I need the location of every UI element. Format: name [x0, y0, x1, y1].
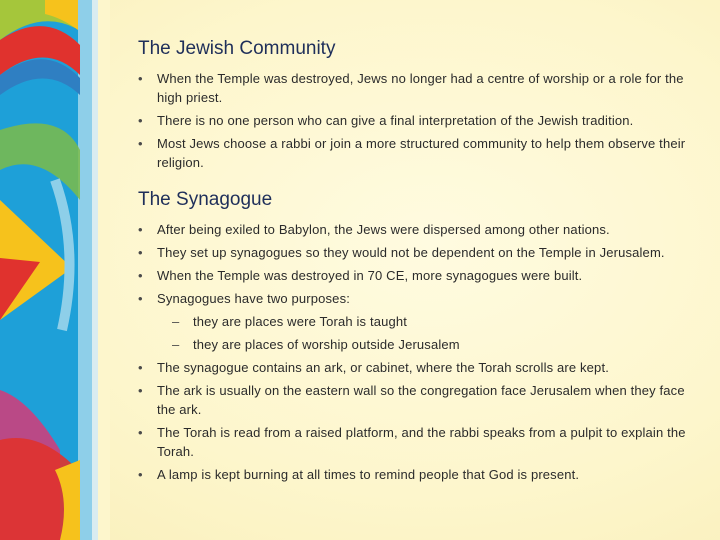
bullet-icon: • [138, 425, 143, 440]
bullet-icon: • [138, 291, 143, 306]
list-item: • The ark is usually on the eastern wall so the congregation face Jerusalem when they face the ark. [138, 383, 685, 417]
dash-icon: – [172, 337, 180, 352]
bullet-icon: • [138, 113, 143, 128]
list-item: • The Torah is read from a raised platform, and the rabbi speaks from a pulpit to explain the Torah. [138, 425, 686, 459]
section-heading: The Synagogue [138, 189, 273, 210]
decorative-color-strip [0, 0, 110, 540]
sub-list-item: – they are places of worship outside Jerusalem [172, 337, 460, 352]
list-item: • Synagogues have two purposes: [138, 291, 350, 306]
list-item: • They set up synagogues so they would not be dependent on the Temple in Jerusalem. [138, 245, 665, 260]
bullet-icon: • [138, 245, 143, 260]
list-item: • A lamp is kept burning at all times to remind people that God is present. [138, 467, 580, 482]
section-heading: The Jewish Community [138, 38, 336, 59]
bullet-icon: • [138, 268, 143, 283]
bullet-icon: • [138, 71, 143, 86]
list-item: • When the Temple was destroyed, Jews no longer had a centre of worship or a role for the high priest. [138, 71, 684, 105]
dash-icon: – [172, 314, 180, 329]
list-item: • When the Temple was destroyed in 70 CE, more synagogues were built. [138, 268, 583, 283]
bullet-icon: • [138, 383, 143, 398]
list-item: • Most Jews choose a rabbi or join a more structured community to help them observe their religion. [138, 136, 686, 170]
list-item: • There is no one person who can give a final interpretation of the Jewish tradition. [138, 113, 634, 128]
slide-content [138, 36, 698, 488]
section-jewish-community [138, 36, 698, 172]
list-item: • After being exiled to Babylon, the Jews were dispersed among other nations. [138, 222, 610, 237]
list-item: • The synagogue contains an ark, or cabinet, where the Torah scrolls are kept. [138, 360, 609, 375]
bullet-icon: • [138, 360, 143, 375]
section-synagogue [138, 187, 698, 484]
bullet-icon: • [138, 136, 143, 151]
sub-list-item: – they are places were Torah is taught [172, 314, 408, 329]
bullet-icon: • [138, 467, 143, 482]
bullet-icon: • [138, 222, 143, 237]
